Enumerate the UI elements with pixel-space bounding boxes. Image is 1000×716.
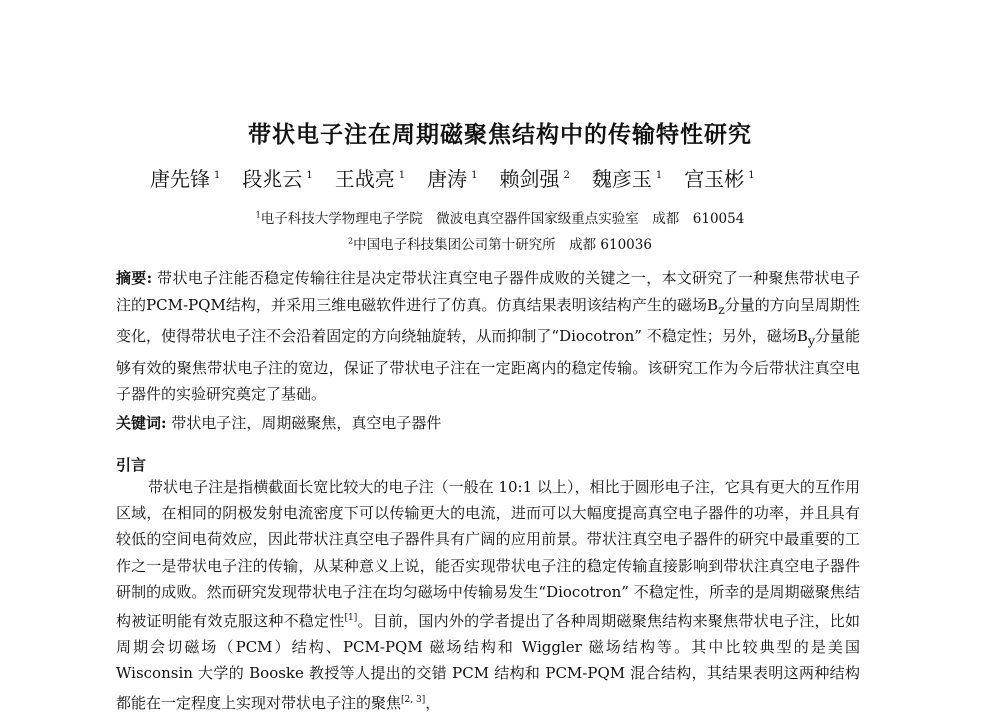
author-affiliation-mark: 1 [655,170,663,182]
author-affiliation-mark: 1 [748,170,755,182]
author-list [150,163,870,192]
author [150,163,220,192]
author [684,163,754,192]
author-name: 魏彦玉 [591,167,652,191]
author [500,163,570,192]
keywords-text: 带状电子注，周期磁聚焦，真空电子器件 [166,414,442,432]
intro-text: 带状电子注是指横截面长宽比较大的电子注（一般在 10:1 以上），相比于圆形电子注，它具有更大的互作用区域，在相同的阴极发射电流密度下可以传输更大的电流，进而可以大幅度提高真空电子器件的功率，并且具有较低的空间电荷效应，因此带状注真空电子器件具有广阔的应用前景。带状注真空电子器件的研究中最重要的工作之一是带状电子注的传输，从某种意义上说，能否实现带状电子注的稳定传输直接影响到带状注真空电子器件研制的成败。然而研究发现带状电子注在均匀磁场中传输易发生“Diocotron” 不稳定性，所幸的是周期磁聚焦结构被证明能有效克服这种不稳定性 [116,478,860,631]
keywords [116,410,860,436]
paper-title: 带状电子注在周期磁聚焦结构中的传输特性研究 [248,122,752,148]
abstract-text: 带状电子注能否稳定传输往往是决定带状注真空电子器件成败的关键之一，本文研究了一种聚焦带状电子注的PCM-PQM结构，并采用三维电磁软件进行了仿真。仿真结果表明该结构产生的磁场B [116,269,860,314]
abstract-text: 分量的方向呈周期性变化，使得带状电子注不会沿着固定的方向绕轴旋转，从而抑制了“Diocotron” 不稳定性；另外，磁场B [116,295,860,345]
author-name: 赖剑强 [499,167,560,191]
author [242,163,312,192]
abstract-label: 摘要: [116,269,153,287]
affiliation-1 [0,207,1000,227]
author [335,163,405,192]
author-affiliation-mark: 1 [214,170,221,182]
author-name: 段兆云 [242,167,303,191]
affiliation-2 [0,233,1000,253]
abstract [116,265,860,408]
affiliation-mark: 2 [348,236,354,246]
citation: [2, 3] [401,694,426,705]
citation: [1] [344,613,358,624]
intro-text: ， [425,693,441,712]
author-name: 唐先锋 [150,167,210,191]
intro-text: 。目前，国内外的学者提出了各种周期磁聚焦结构来聚焦带状电子注，比如周期会切磁场（PCM）结构、PCM-PQM 磁场结构和 Wiggler 磁场结构等。其中比较典型的是美国 Wisconsin 大学的 Booske 教授等人提出的交错 PCM 结构和 PCM-PQM 混合结构，其结果表明这两种结构都能在一定程度上实现对带状电子注的聚焦 [116,612,860,712]
author [592,163,662,192]
author-affiliation-mark: 2 [563,170,570,182]
introduction-paragraph [116,474,860,716]
affiliation-text: 中国电子科技集团公司第十研究所 成都 610036 [353,237,652,253]
affiliation-mark: 1 [255,210,261,220]
author-name: 王战亮 [334,167,395,191]
author-affiliation-mark: 1 [471,170,478,182]
author-name: 宫玉彬 [684,167,745,191]
affiliation-text: 电子科技大学物理电子学院 微波电真空器件国家级重点实验室 成都 610054 [260,211,745,227]
abstract-text: 分量能够有效的聚焦带状电子注的宽边，保证了带状电子注在一定距离内的稳定传输。该研究工作为今后带状注真空电子器件的实验研究奠定了基础。 [116,327,860,403]
subscript: z [718,301,725,317]
author [427,163,477,192]
author-affiliation-mark: 1 [398,170,406,182]
author-affiliation-mark: 1 [306,170,313,182]
subscript: y [807,333,815,348]
author-name: 唐涛 [427,167,468,191]
section-heading-introduction: 引言 [116,456,147,474]
keywords-label: 关键词: [116,414,167,432]
